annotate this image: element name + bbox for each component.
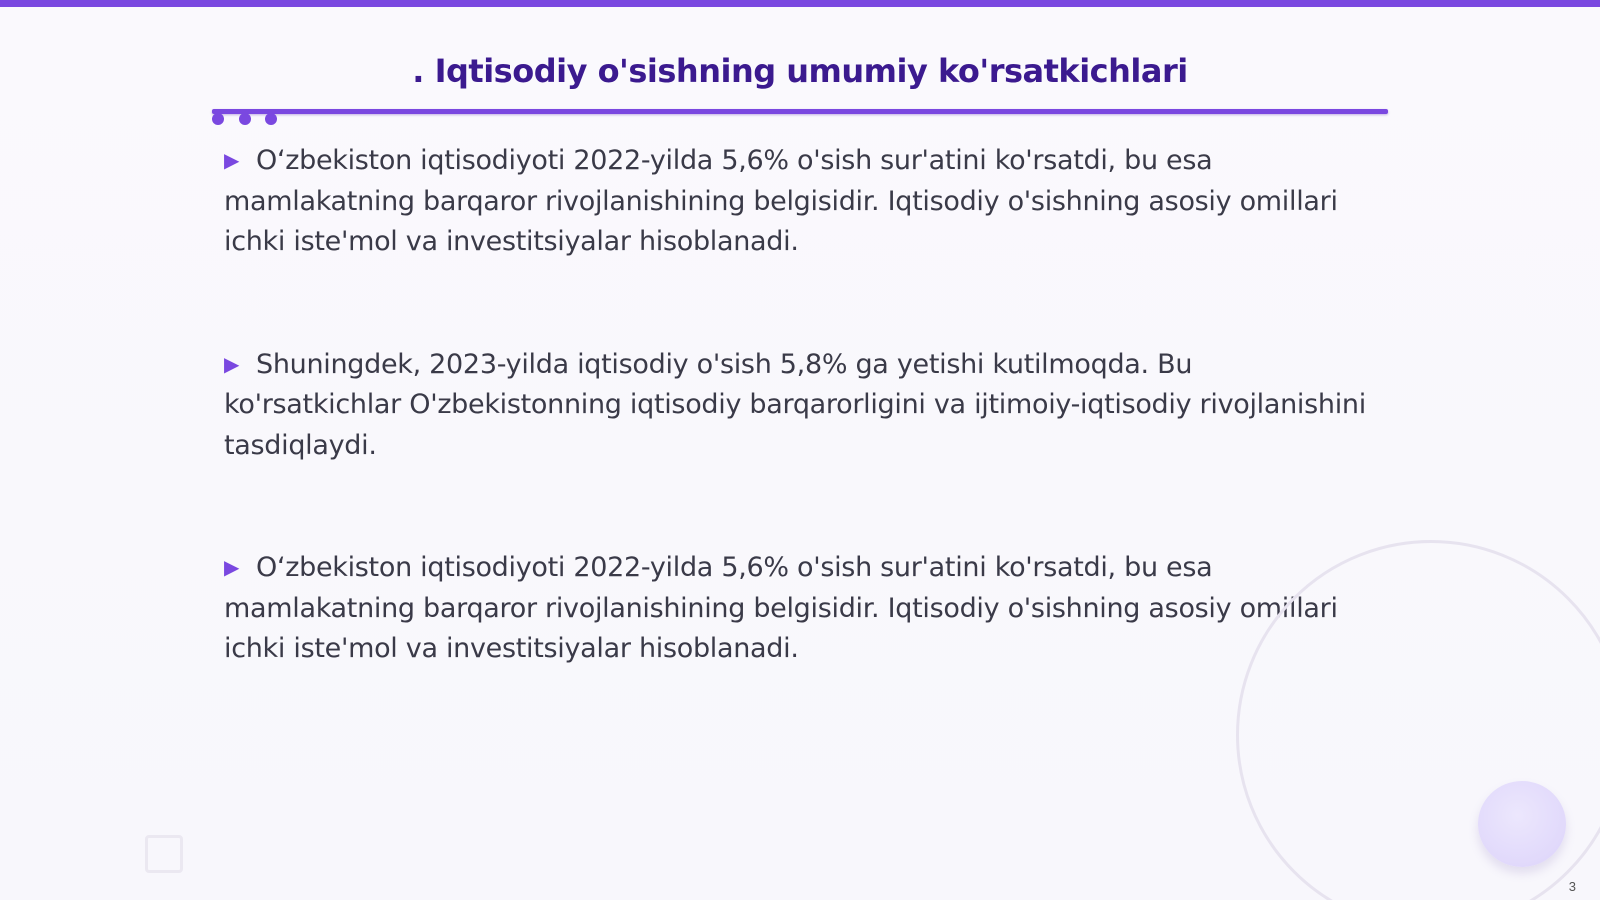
bullet-text: Shuningdek, 2023-yilda iqtisodiy o'sish 5,8% ga yetishi kutilmoqda. Bu ko'rsatkichlar O'zbekistonning iqtisodiy barqarorligini va ijtimoiy-iqtisodiy rivojlanishini tasdiqlaydi. (224, 348, 1366, 461)
top-accent-bar (0, 0, 1600, 7)
bullet-item (224, 140, 1374, 263)
decorative-dot (265, 113, 277, 125)
bullet-text: O‘zbekiston iqtisodiyoti 2022-yilda 5,6% o'sish sur'atini ko'rsatdi, bu esa mamlakatning barqaror rivojlanishining belgisidir. Iqtisodiy o'sishning asosiy omillari ichki iste'mol va investitsiyalar hisoblanadi. (224, 552, 1338, 664)
decorative-dot (212, 113, 224, 125)
triangle-bullet-icon: ▶ (224, 148, 240, 172)
triangle-bullet-icon: ▶ (224, 351, 240, 376)
title-underline (212, 109, 1388, 114)
triangle-bullet-icon: ▶ (224, 555, 240, 579)
bullet-item (224, 344, 1374, 467)
decorative-dot (239, 113, 251, 125)
decorative-square-outline (145, 835, 183, 873)
bullet-text: O‘zbekiston iqtisodiyoti 2022-yilda 5,6% o'sish sur'atini ko'rsatdi, bu esa mamlakatning barqaror rivojlanishining belgisidir. Iqtisodiy o'sishning asosiy omillari ichki iste'mol va investitsiyalar hisoblanadi. (224, 145, 1338, 257)
decorative-circle-filled (1478, 781, 1566, 867)
bullet-list (224, 140, 1374, 751)
page-number: 3 (1568, 879, 1576, 894)
bullet-item (224, 547, 1374, 670)
slide-title: . Iqtisodiy o'sishning umumiy ko'rsatkichlari (412, 52, 1188, 90)
